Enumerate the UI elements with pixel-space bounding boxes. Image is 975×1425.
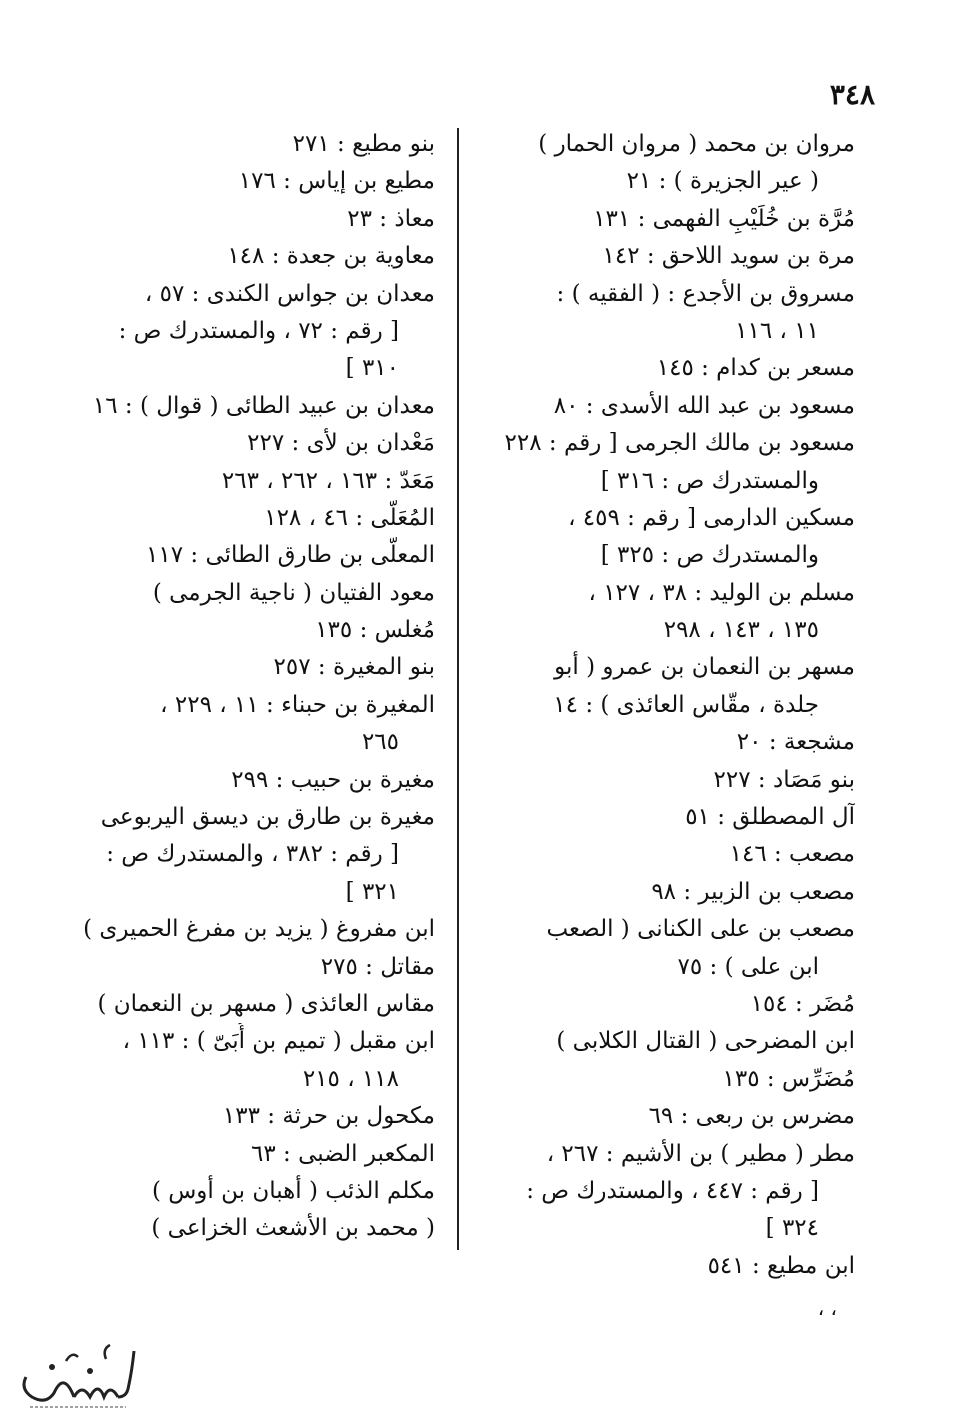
index-entry-line: مغيرة بن طارق بن ديسق اليربوعى: [100, 804, 435, 831]
index-entry-line: مسعر بن كدام : ١٤٥: [656, 355, 855, 382]
index-entry-line: مصعب بن على الكنانى ( الصعب: [546, 916, 855, 943]
index-column-right: [475, 126, 855, 1285]
index-entry-line: مسهر بن النعمان بن عمرو ( أبو: [554, 654, 855, 681]
index-entry-line: مَعَدّ : ١٦٣ ، ٢٦٢ ، ٢٦٣: [221, 467, 435, 494]
index-entry-line: مَعْدان بن لأى : ٢٢٧: [247, 430, 435, 457]
index-entry-line: مشجعة : ٢٠: [736, 729, 855, 756]
index-entry-line: مقاس العائذى ( مسهر بن النعمان ): [97, 990, 435, 1017]
index-entry-line: بنو مَصَاد : ٢٢٧: [713, 766, 855, 793]
index-entry-line: مصعب بن الزبير : ٩٨: [651, 878, 855, 905]
index-entry-line: مرة بن سويد اللاحق : ١٤٢: [602, 243, 855, 270]
index-entry-line: والمستدرك ص : ٣٢٥ ]: [600, 542, 819, 569]
index-column-left: [55, 126, 435, 1248]
index-entry-line: المعلَّى بن طارق الطائى : ١١٧: [146, 542, 435, 569]
index-entry-line: ( عير الجزيرة ) : ٢١: [626, 168, 819, 195]
index-entry-line: مسكين الدارمى [ رقم : ٤٥٩ ،: [568, 504, 855, 531]
index-entry-line: [ رقم : ٧٢ ، والمستدرك ص :: [118, 317, 399, 344]
index-entry-line: مقاتل : ٢٧٥: [320, 953, 435, 980]
index-entry-line: مضرس بن ربعى : ٦٩: [648, 1103, 855, 1130]
index-entry-line: مسروق بن الأجدع : ( الفقيه ) :: [556, 280, 855, 307]
index-entry-line: آل المصطلق : ٥١: [685, 804, 855, 831]
index-entry-line: ابن مطيع : ٥٤١: [707, 1252, 855, 1279]
index-entry-line: معاذ : ٢٣: [347, 205, 435, 232]
index-entry-line: والمستدرك ص : ٣١٦ ]: [600, 467, 819, 494]
index-entry-line: [ رقم : ٣٨٢ ، والمستدرك ص :: [106, 841, 399, 868]
index-entry-line: بنو المغيرة : ٢٥٧: [273, 654, 435, 681]
index-entry-line: ابن المضرحى ( القتال الكلابى ): [556, 1028, 855, 1055]
index-entry-line: ٣١٠ ]: [345, 355, 399, 382]
index-entry-line: مكلم الذئب ( أهبان بن أوس ): [151, 1177, 435, 1204]
index-entry-line: مصعب : ١٤٦: [729, 841, 855, 868]
index-entry-line: معدان بن جواس الكندى : ٥٧ ،: [144, 280, 435, 307]
index-entry-line: المكعبر الضبى : ٦٣: [251, 1140, 435, 1167]
index-entry-line: ابن مقبل ( تميم بن أُبَىّ ) : ١١٣ ،: [122, 1028, 435, 1055]
index-entry-line: مُضَرِّس : ١٣٥: [722, 1065, 855, 1092]
index-entry-line: ٣٢٤ ]: [765, 1215, 819, 1242]
index-entry-line: مسلم بن الوليد : ٣٨ ، ١٢٧ ،: [588, 579, 855, 606]
index-entry-line: جلدة ، مقّاس العائذى ) : ١٤: [553, 691, 819, 718]
index-entry-line: ١١ ، ١١٦: [735, 317, 819, 344]
index-entry-line: ( محمد بن الأشعث الخزاعى ): [151, 1215, 435, 1242]
index-entry-line: مطر ( مطير ) بن الأشيم : ٢٦٧ ،: [546, 1140, 855, 1167]
index-entry-line: ٢٦٥: [361, 729, 399, 756]
index-entry-line: بنو مطيع : ٢٧١: [292, 131, 435, 157]
library-stamp-logo: [6, 1331, 146, 1411]
page-number: ٣٤٨: [829, 78, 875, 111]
index-entry-line: معود الفتيان ( ناجية الجرمى ): [152, 579, 435, 606]
stray-marks: ، ،: [817, 1296, 837, 1320]
index-entry-line: مسعود بن مالك الجرمى [ رقم : ٢٢٨: [504, 430, 855, 457]
index-entry-line: مُغلس : ١٣٥: [315, 617, 435, 644]
index-entry-line: مُرَّة بن خُلَيْبِ الفهمى : ١٣١: [593, 205, 855, 232]
index-entry-line: المُعَلَّى : ٤٦ ، ١٢٨: [264, 504, 435, 531]
index-entry-line: ابن على ) : ٧٥: [677, 953, 819, 980]
index-entry-line: مطيع بن إياس : ١٧٦: [238, 168, 435, 195]
column-divider: [457, 128, 459, 1250]
index-entry-line: مكحول بن حرثة : ١٣٣: [222, 1103, 435, 1130]
index-entry-line: ١١٨ ، ٢١٥: [302, 1065, 399, 1092]
index-entry-line: ٣٢١ ]: [345, 878, 399, 905]
index-entry-line: ابن مفروغ ( يزيد بن مفرغ الحميرى ): [83, 916, 435, 943]
index-entry-line: المغيرة بن حبناء : ١١ ، ٢٢٩ ،: [160, 691, 435, 718]
index-entry-line: مروان بن محمد ( مروان الحمار ): [538, 131, 855, 157]
index-entry-line: مغيرة بن حبيب : ٢٩٩: [231, 766, 435, 793]
index-entry-line: مُضَر : ١٥٤: [750, 990, 855, 1017]
index-entry-line: ١٣٥ ، ١٤٣ ، ٢٩٨: [663, 617, 819, 644]
index-entry-line: [ رقم : ٤٤٧ ، والمستدرك ص :: [526, 1177, 819, 1204]
index-entry-line: معاوية بن جعدة : ١٤٨: [227, 243, 435, 270]
index-entry-line: معدان بن عبيد الطائى ( قوال ) : ١٦: [92, 392, 435, 419]
index-entry-line: مسعود بن عبد الله الأسدى : ٨٠: [553, 392, 855, 419]
